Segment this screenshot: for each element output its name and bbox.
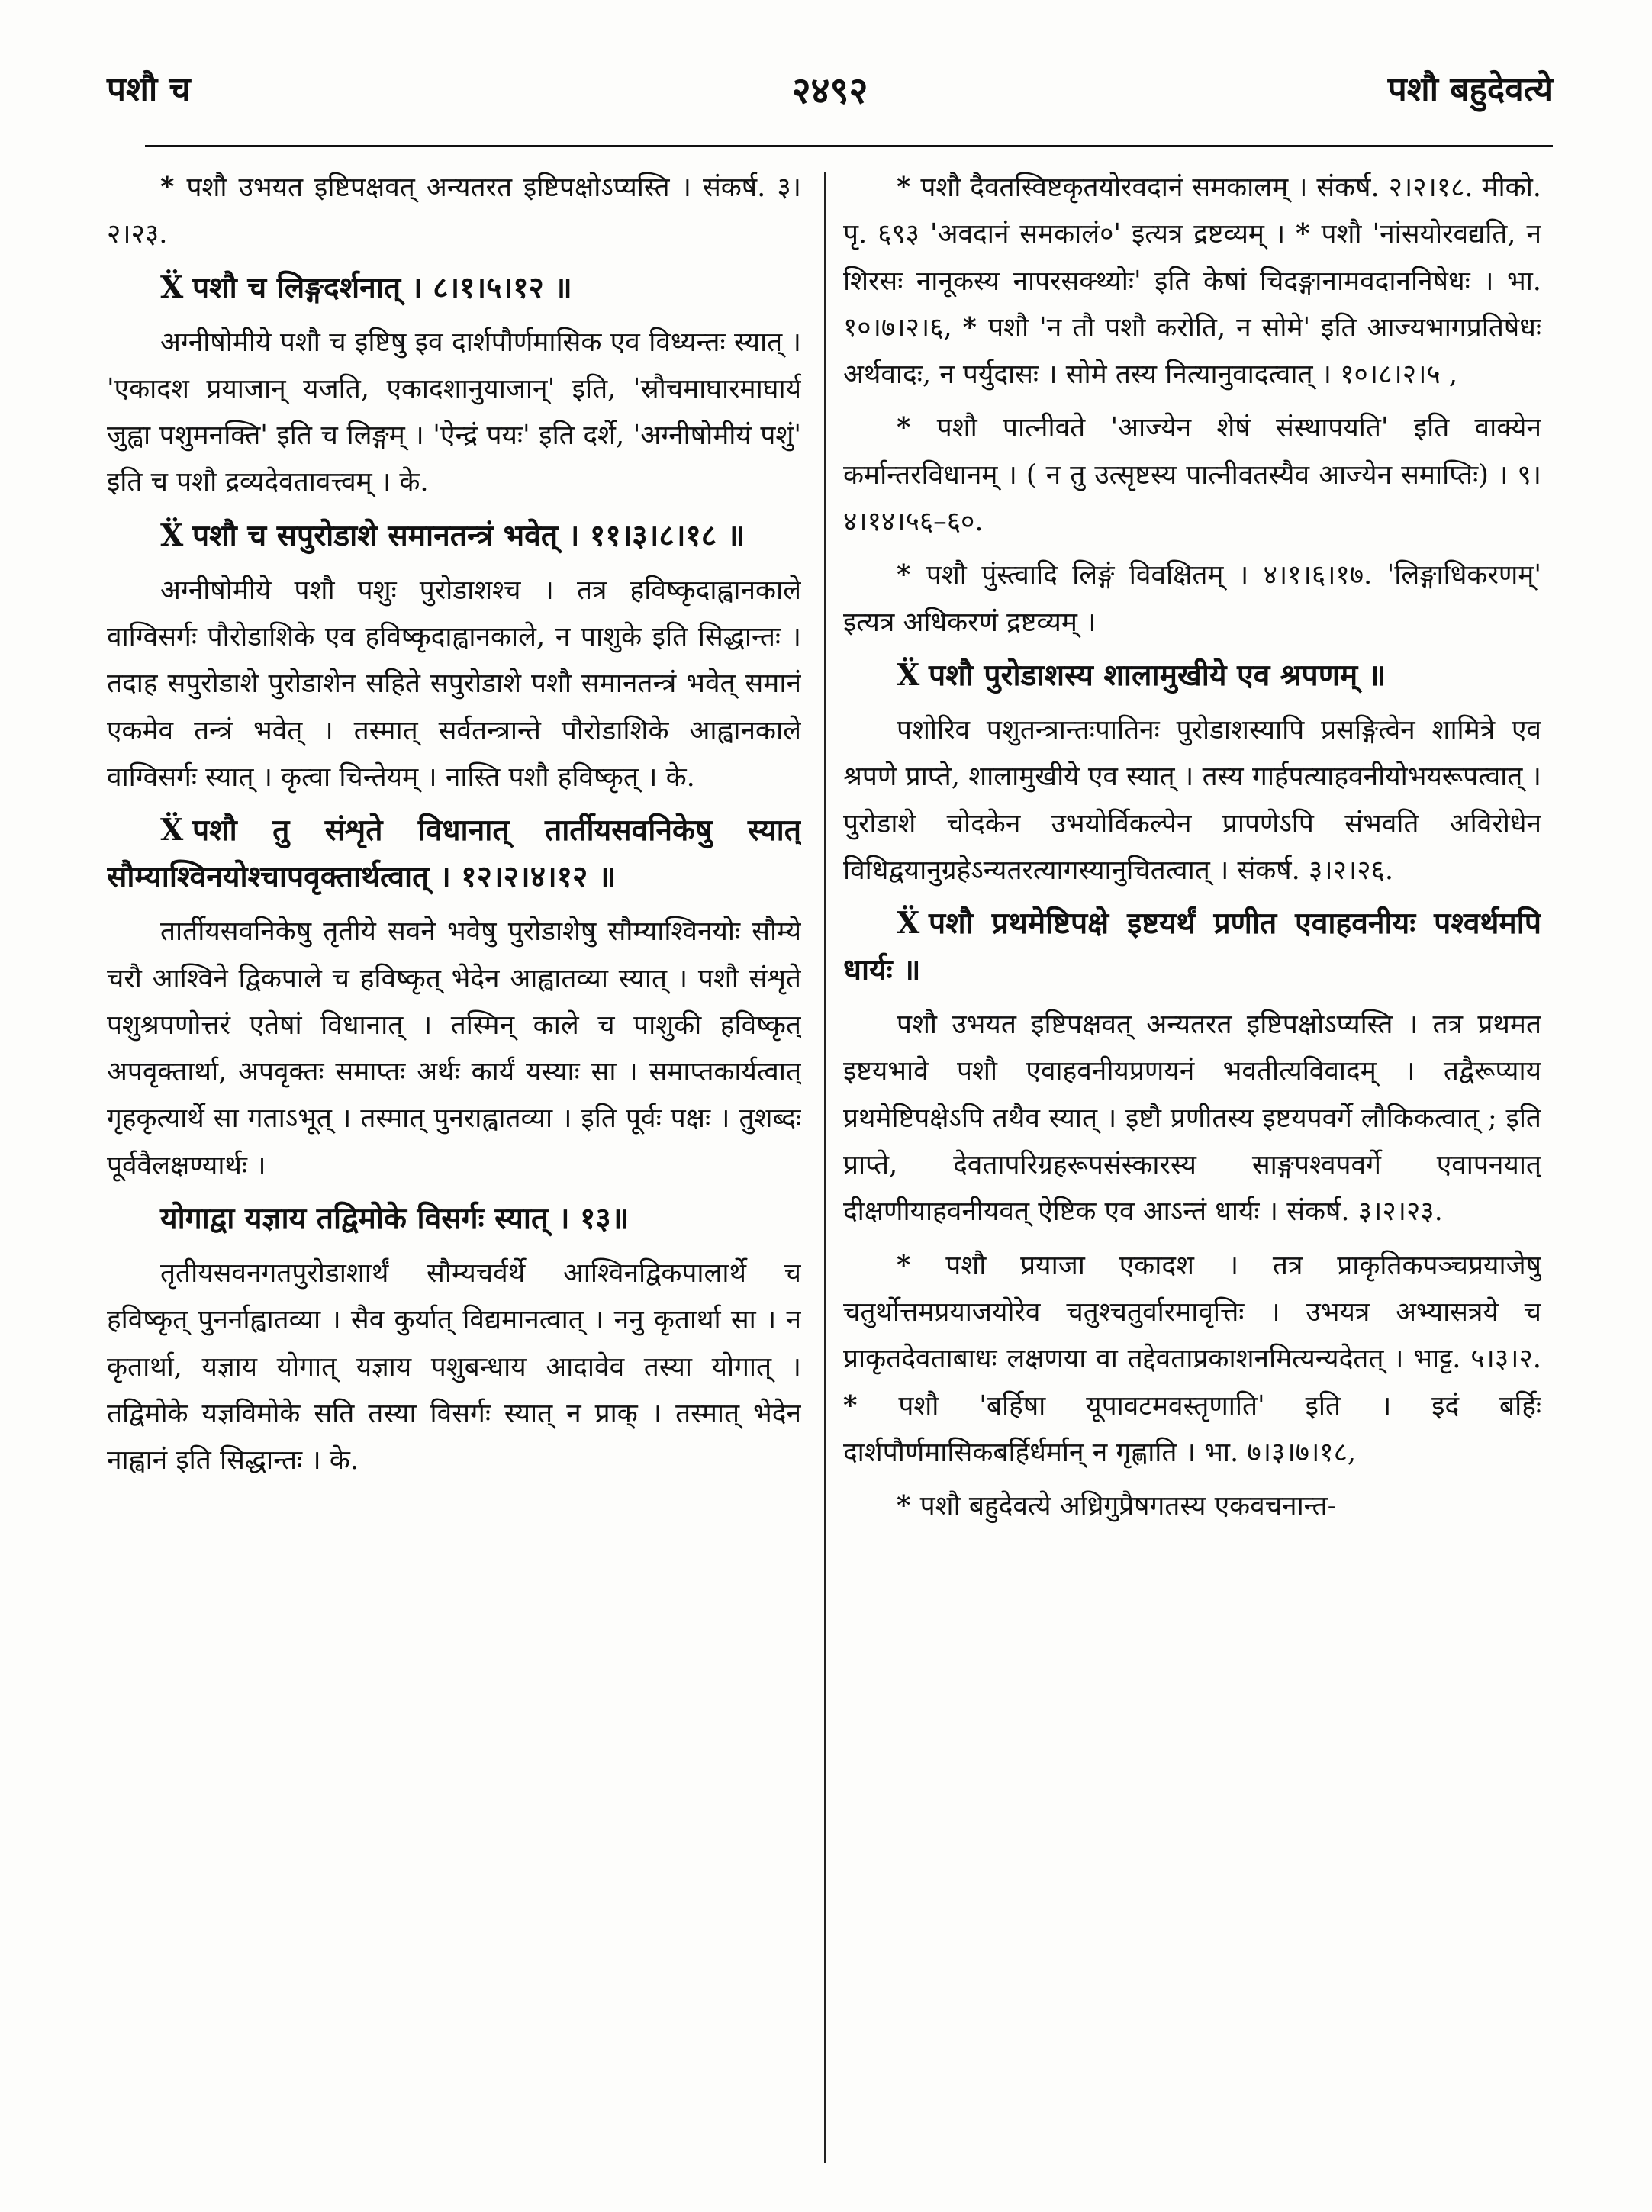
star-icon: *: [843, 1389, 899, 1422]
star-icon: *: [897, 1490, 920, 1522]
star-icon: *: [897, 559, 926, 591]
entry-mark-icon: Ẍ: [897, 657, 920, 693]
paragraph-text: अग्नीषोमीये पशौ च इष्टिषु इव दार्शपौर्णमासिक एव विध्यन्तः स्यात् । 'एकादश प्रयाजान् यजति, एकादशानुयाजान्' इति, 'स्रौचमाघारमाघार्य जुह्वा पशुमनक्ति' इति च लिङ्गम् । 'ऐन्द्रं पयः' इति दर्शे, 'अग्नीषोमीयं पशुं' इति च पशौ द्रव्यदेवतावत्त्वम् । के.: [107, 326, 801, 498]
paragraph: [843, 164, 1541, 398]
paragraph: [843, 1242, 1541, 1476]
heading-text: पशौ च सपुरोडाशे समानतन्त्रं भवेत् । ११।३।८।१८ ॥: [192, 517, 745, 553]
heading-text: पशौ च लिङ्गदर्शनात् । ८।१।५।१२ ॥: [192, 269, 572, 305]
heading-text: पशौ तु संशृते विधानात् तार्तीयसवनिकेषु स्यात् सौम्याश्विनयोश्चापवृक्तार्थत्वात् । १२।२।४।१२ ॥: [107, 813, 801, 895]
entry-mark-icon: Ẍ: [160, 269, 184, 305]
paragraph-text: पशौ 'न तौ पशौ करोति, न सोमे' इति आज्यभागप्रतिषेधः अर्थवादः, न पर्युदासः । सोमे तस्य नित्यानुवादत्वात् । १०।८।२।५ ,: [843, 311, 1541, 391]
star-icon: *: [1296, 218, 1322, 250]
paragraph-text: पशौ उभयत इष्टिपक्षवत् अन्यतरत इष्टिपक्षोऽप्यस्ति । संकर्ष. ३।२।२३.: [107, 172, 801, 250]
running-head-right: पशौ बहुदेवत्ये: [1387, 70, 1553, 109]
entry-heading: [107, 807, 801, 900]
heading-text: पशौ पुरोडाशस्य शालामुखीये एव श्रपणम् ॥: [929, 657, 1386, 693]
entry-heading: [107, 1196, 801, 1242]
entry-heading: [843, 900, 1541, 993]
paragraph: [107, 164, 801, 258]
star-icon: *: [897, 1249, 946, 1281]
paragraph-text: पशौ उभयत इष्टिपक्षवत् अन्यतरत इष्टिपक्षोऽप्यस्ति । तत्र प्रथमत इष्टयभावे पशौ एवाहवनीयप्रणयनं भवतीत्यविवादम् । तद्वैरूप्याय प्रथमेष्टिपक्षेऽपि तथैव स्यात् । इष्टौ प्रणीतस्य इष्टयपवर्गे लौकिकत्वात् ; इति प्राप्ते, देवतापरिग्रहरूपसंस्कारस्य साङ्गपश्वपवर्गे एवापनयात् दीक्षणीयाहवनीयवत् ऐष्टिक एव आऽन्तं धार्यः । संकर्ष. ३।२।२३.: [843, 1009, 1541, 1228]
entry-heading: [107, 513, 801, 559]
header-rule: [145, 145, 1553, 147]
left-column: [107, 164, 801, 2175]
paragraph-text: पशौ प्रयाजा एकादश । तत्र प्राकृतिकपञ्चप्रयाजेषु चतुर्थोत्तमप्रयाजयोरेव चतुश्चतुर्वारमावृत्तिः । उभयत्र अभ्यासत्रये च प्राकृतदेवताबाधः लक्षणया वा तद्देवताप्रकाशनमित्यन्यदेतत् । भाट्ट. ५।३।२.: [843, 1249, 1541, 1375]
paragraph-text: पशौ पात्नीवते 'आज्येन शेषं संस्थापयति' इति वाक्येन कर्मान्तरविधानम् । ( न तु उत्सृष्टस्य पात्नीवतस्यैव आज्येन समाप्तिः) । ९।४।१४।५६–६०.: [843, 412, 1541, 538]
paragraph-text: पशौ पुंस्त्वादि लिङ्गं विवक्षितम् । ४।१।६।१७. 'लिङ्गाधिकरणम्' इत्यत्र अधिकरणं द्रष्टव्यम् ।: [843, 559, 1541, 638]
paragraph: [843, 552, 1541, 646]
star-icon: *: [962, 311, 989, 343]
paragraph: [107, 567, 801, 800]
heading-text: योगाद्वा यज्ञाय तद्विमोके विसर्गः स्यात् । १३॥: [160, 1201, 630, 1237]
paragraph-text: पशौ 'नांसयोरवद्यति, न शिरसः नानूकस्य नापरसक्थ्योः' इति केषां चिदङ्गानामवदाननिषेधः । भा. १०।७।२।६,: [843, 218, 1541, 343]
paragraph: [843, 1483, 1541, 1529]
paragraph: [843, 1001, 1541, 1235]
paragraph: [843, 707, 1541, 893]
entry-heading: [107, 265, 801, 311]
paragraph-text: पशौ दैवतस्विष्टकृतयोरवदानं समकालम् । संकर्ष. २।२।१८. मीको. पृ. ६९३ 'अवदानं समकालं०' इत्यत्र द्रष्टव्यम् ।: [843, 172, 1541, 250]
paragraph-text: तृतीयसवनगतपुरोडाशार्थं सौम्यचर्वर्थे आश्विनद्विकपालार्थे च हविष्कृत् पुनर्नाह्वातव्या । सैव कुर्यात् विद्यमानत्वात् । ननु कृतार्था सा । न कृतार्था, यज्ञाय योगात् यज्ञाय पशुबन्धाय आदावेव तस्या योगात् । तद्विमोके यज्ञविमोके सति तस्या विसर्गः स्यात् न प्राक् । तस्मात् भेदेन नाह्वानं इति सिद्धान्तः । के.: [107, 1257, 801, 1476]
paragraph: [107, 908, 801, 1189]
paragraph-text: पशौ 'बर्हिषा यूपावटमवस्तृणाति' इति । इदं बर्हिः दार्शपौर्णमासिकबर्हिर्धर्मान् न गृह्णाति । भा. ७।३।७।१८,: [843, 1389, 1541, 1468]
paragraph: [107, 1250, 801, 1483]
paragraph-text: अग्नीषोमीये पशौ पशुः पुरोडाशश्च । तत्र हविष्कृदाह्वानकाले वाग्विसर्गः पौरोडाशिके एव हविष्कृदाह्वानकाले, न पाशुके इति सिद्धान्तः । तदाह सपुरोडाशे पुरोडाशेन सहिते सपुरोडाशे पशौ समानतन्त्रं भवेत् समानं एकमेव तन्त्रं भवेत् । तस्मात् सर्वतन्त्रान्ते पौरोडाशिके आह्वानकाले वाग्विसर्गः स्यात् । कृत्वा चिन्तेयम् । नास्ति पशौ हविष्कृत् । के.: [107, 574, 801, 793]
paragraph: [107, 319, 801, 506]
entry-mark-icon: Ẍ: [160, 813, 184, 848]
column-divider: [824, 172, 826, 2163]
star-icon: *: [897, 172, 921, 203]
paragraph-text: तार्तीयसवनिकेषु तृतीये सवने भवेषु पुरोडाशेषु सौम्याश्विनयोः सौम्ये चरौ आश्विने द्विकपाले च हविष्कृत् भेदेन आह्वातव्या स्यात् । पशौ संशृते पशुश्रपणोत्तरं एतेषां विधानात् । तस्मिन् काले च पाशुकी हविष्कृत् अपवृक्तार्था, अपवृक्तः समाप्तः अर्थः कार्यं यस्याः सा । समाप्तकार्यत्वात् गृहकृत्यार्थे सा गताऽभूत् । तस्मात् पुनराह्वातव्या । इति पूर्वः पक्षः । तुशब्दः पूर्ववैलक्षण्यार्थः ।: [107, 916, 801, 1181]
entry-mark-icon: Ẍ: [160, 517, 184, 553]
paragraph-text: पशोरिव पशुतन्त्रान्तःपातिनः पुरोडाशस्यापि प्रसङ्गित्वेन शामित्रे एव श्रपणे प्राप्ते, शालामुखीये एव स्यात् । तस्य गार्हपत्याहवनीयोभयरूपत्वात् । पुरोडाशे चोदकेन उभयोर्विकल्पेन प्रापणेऽपि संभवति अविरोधेन विधिद्वयानुग्रहेऽन्यतरत्यागस्यानुचितत्वात् । संकर्ष. ३।२।२६.: [843, 713, 1541, 886]
entry-heading: [843, 652, 1541, 699]
entry-mark-icon: Ẍ: [897, 906, 920, 942]
star-icon: *: [160, 172, 187, 203]
heading-text: पशौ प्रथमेष्टिपक्षे इष्टयर्थं प्रणीत एवाहवनीयः पश्वर्थमपि धार्यः ॥: [843, 906, 1541, 988]
paragraph-text: पशौ बहुदेवत्ये अध्रिगुप्रैषगतस्य एकवचनान्त-: [919, 1490, 1337, 1522]
running-head-left: पशौ च: [107, 70, 191, 109]
right-column: [843, 164, 1541, 2205]
page-number: २४९२: [791, 69, 868, 112]
page-header: [107, 65, 1553, 118]
star-icon: *: [897, 412, 937, 444]
paragraph: [843, 404, 1541, 545]
